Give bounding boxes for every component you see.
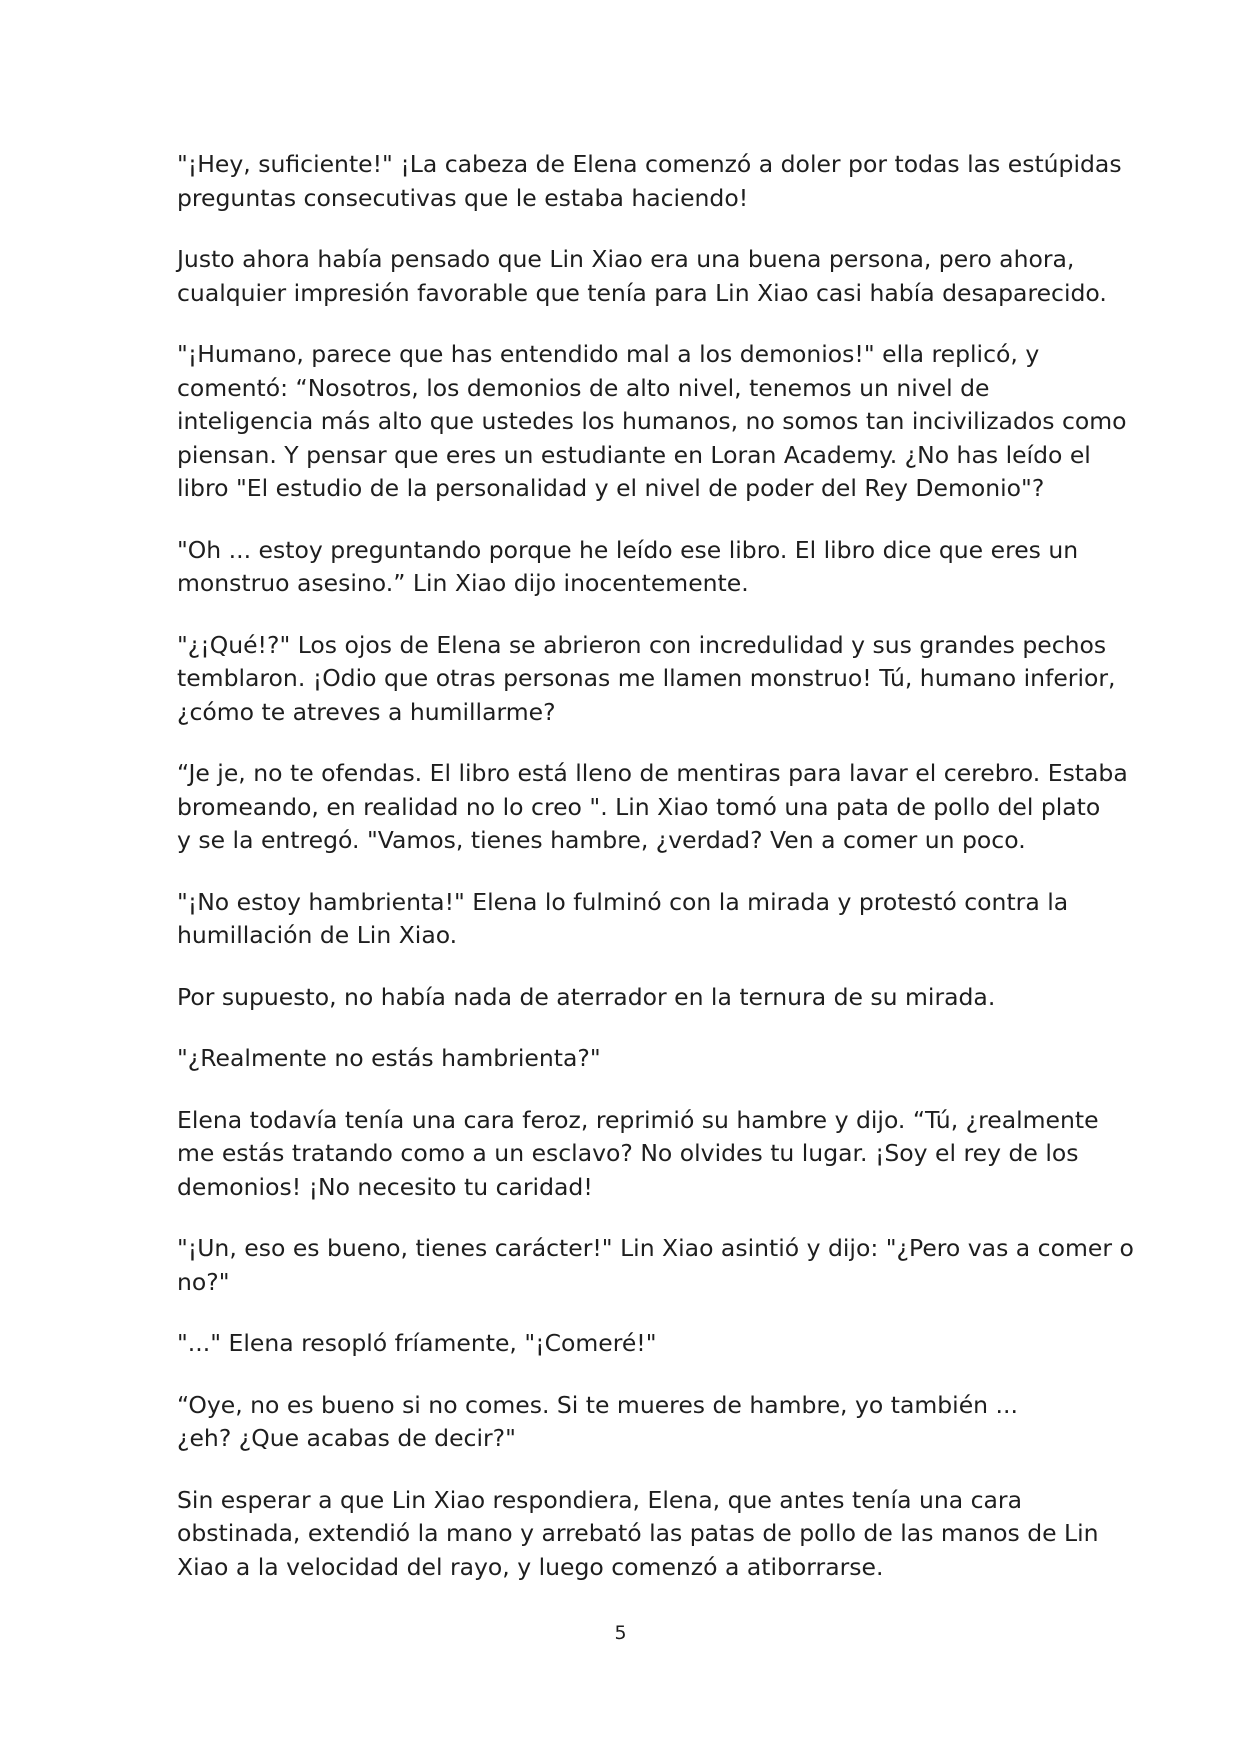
text-line: inteligencia más alto que ustedes los humanos, no somos tan incivilizados como	[177, 407, 1127, 435]
text-line: "Oh ... estoy preguntando porque he leído ese libro. El libro dice que eres un	[177, 535, 1079, 564]
text-line: "¡Un, eso es bueno, tienes carácter!" Lin Xiao asintió y dijo: "¿Pero vas a comer o	[177, 1234, 1134, 1262]
text-line: monstruo asesino.” Lin Xiao dijo inocentemente.	[177, 569, 749, 597]
text-line: "¿¡Qué!?" Los ojos de Elena se abrieron con incredulidad y sus grandes pechos	[177, 630, 1107, 659]
paragraph-8	[177, 981, 1065, 1015]
text-line: Justo ahora había pensado que Lin Xiao era una buena persona, pero ahora,	[177, 245, 1075, 273]
text-line: ¿eh? ¿Que acabas de decir?"	[177, 1424, 516, 1452]
text-line: obstinada, extendió la mano y arrebató las patas de pollo de las manos de Lin	[177, 1519, 1099, 1547]
paragraph-13	[177, 1389, 1065, 1456]
paragraph-7	[177, 886, 1069, 953]
paragraph-3	[177, 338, 1127, 506]
text-line: temblaron. ¡Odio que otras personas me llamen monstruo! Tú, humano inferior,	[177, 664, 1116, 692]
text-line: piensan. Y pensar que eres un estudiante en Loran Academy. ¿No has leído el	[177, 440, 1091, 469]
paragraph-9	[177, 1042, 1065, 1076]
page-number: 5	[614, 1622, 627, 1644]
text-line: "¡Humano, parece que has entendido mal a los demonios!" ella replicó, y	[177, 340, 1040, 368]
paragraph-14	[177, 1484, 1099, 1585]
text-line: bromeando, en realidad no lo creo ". Lin Xiao tomó una pata de pollo del plato	[177, 792, 1101, 821]
text-line: “Je je, no te ofendas. El libro está lleno de mentiras para lavar el cerebro. Estaba	[177, 759, 1128, 787]
paragraph-2	[177, 243, 1107, 310]
text-line: y se la entregó. "Vamos, tienes hambre, ¿verdad? Ven a comer un poco.	[177, 826, 1026, 854]
text-line: libro "El estudio de la personalidad y el nivel de poder del Rey Demonio"?	[177, 474, 1045, 502]
text-line: preguntas consecutivas que le estaba haciendo!	[177, 183, 749, 212]
text-line: “Oye, no es bueno si no comes. Si te mueres de hambre, yo también ...	[177, 1390, 1018, 1419]
page-body	[177, 148, 1134, 1612]
text-line: cualquier impresión favorable que tenía para Lin Xiao casi había desaparecido.	[177, 278, 1107, 307]
paragraph-5	[177, 629, 1116, 730]
text-line: humillación de Lin Xiao.	[177, 921, 458, 949]
paragraph-6	[177, 757, 1128, 858]
paragraph-10	[177, 1104, 1099, 1205]
paragraph-11	[177, 1232, 1134, 1299]
text-line: "..." Elena resopló fríamente, "¡Comeré!"	[177, 1329, 657, 1357]
text-line: me estás tratando como a un esclavo? No olvides tu lugar. ¡Soy el rey de los	[177, 1139, 1079, 1167]
text-line: "¡Hey, suficiente!" ¡La cabeza de Elena comenzó a doler por todas las estúpidas	[177, 150, 1122, 178]
text-line: Xiao a la velocidad del rayo, y luego comenzó a atiborrarse.	[177, 1552, 884, 1581]
paragraph-1	[177, 148, 1122, 215]
text-line: ¿cómo te atreves a humillarme?	[177, 697, 556, 726]
paragraph-4	[177, 534, 1079, 601]
text-line: Por supuesto, no había nada de aterrador en la ternura de su mirada.	[177, 982, 996, 1011]
text-line: comentó: “Nosotros, los demonios de alto nivel, tenemos un nivel de	[177, 373, 990, 402]
text-line: no?"	[177, 1267, 230, 1296]
text-line: Elena todavía tenía una cara feroz, reprimió su hambre y dijo. “Tú, ¿realmente	[177, 1105, 1099, 1134]
text-line: "¡No estoy hambrienta!" Elena lo fulminó con la mirada y protestó contra la	[177, 887, 1069, 916]
text-line: demonios! ¡No necesito tu caridad!	[177, 1172, 593, 1201]
paragraph-12	[177, 1327, 1065, 1361]
text-line: Sin esperar a que Lin Xiao respondiera, Elena, que antes tenía una cara	[177, 1485, 1022, 1514]
text-line: "¿Realmente no estás hambrienta?"	[177, 1044, 601, 1072]
